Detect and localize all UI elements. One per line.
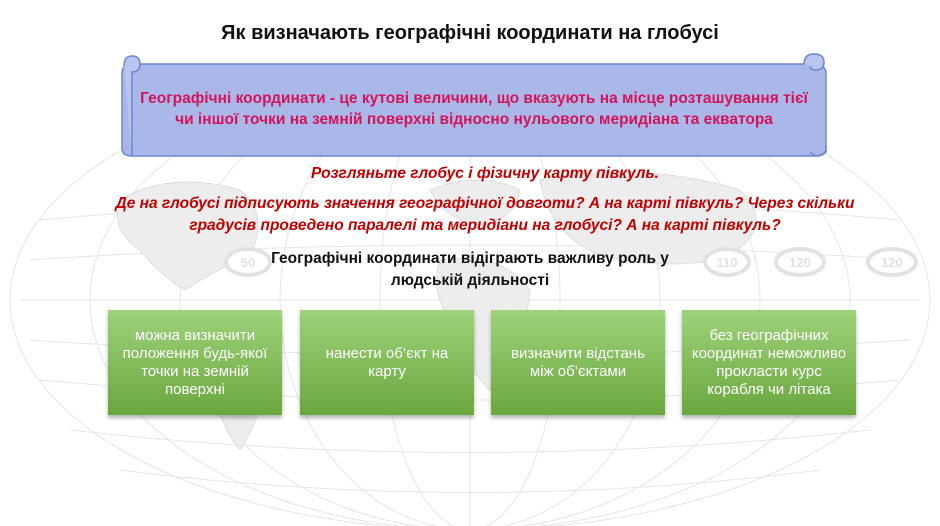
background-sign-1: 50 — [240, 255, 256, 270]
background-sign-4: 120 — [881, 255, 903, 270]
role-heading: Географічні координати відіграють важливу роль у людській діяльності — [271, 250, 669, 289]
definition-text: Географічні координати - це кутові величини, що вказують на місце розташування тієї чи іншої точки на земній поверхні відносно нульового меридіана та екватора — [140, 90, 808, 128]
background-sign-2: 110 — [716, 255, 738, 270]
question-1: Розгляньте глобус і фізичну карту півкуль. — [311, 165, 659, 182]
background-sign-3: 120 — [789, 255, 811, 270]
slide-title: Як визначають географічні координати на глобусі — [221, 22, 719, 44]
question-2: Де на глобусі підписують значення географічної довготи? А на карті півкуль? Через скільки градусів проведено паралелі та меридіани на глобусі? А на карті півкуль? — [115, 195, 855, 234]
role-box-3: визначити відстань між об’єктами — [491, 310, 665, 415]
role-box-1: можна визначити положення будь-якої точки на земній поверхні — [108, 310, 282, 415]
role-box-2: нанести об’єкт на карту — [300, 310, 474, 415]
role-box-4: без географічних координат неможливо прокласти курс корабля чи літака — [682, 310, 856, 415]
